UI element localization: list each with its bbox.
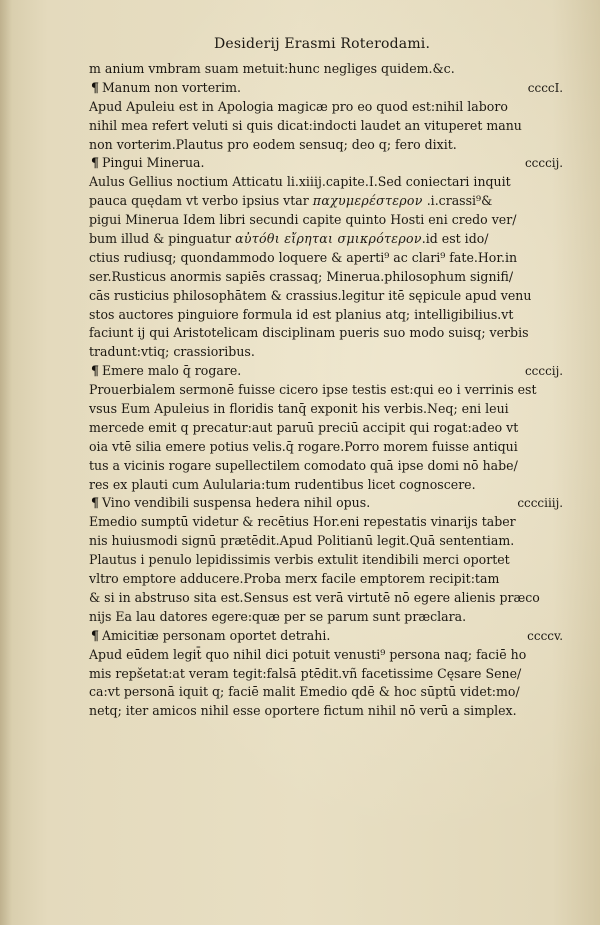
pilcrow-mark: ¶ bbox=[90, 363, 99, 379]
text-line: pauca quędam vt verbo ipsius vtar παχυμερέστερον .i.crassi⁹& bbox=[89, 193, 493, 209]
adage-number: ccccij. bbox=[524, 364, 564, 379]
text-line: res ex plauti cum Aulularia:tum rudentibus licet cognoscere. bbox=[89, 476, 476, 492]
text-line: mis repšetat:at veram tegit:falsā ptēdit.vñ facetissime Cęsare Sene/ bbox=[89, 665, 522, 681]
text-line: Apud Apuleiu est in Apologia magicæ pro eo quod est:nihil laboro bbox=[89, 98, 508, 114]
text-line: Prouerbialem sermonē fuisse cicero ipse testis est:qui eo i verrinis est bbox=[89, 382, 537, 398]
text-line: nis huiusmodi signū prætēdit.Apud Politianū legit.Quā sententiam. bbox=[89, 533, 515, 549]
text-line: bum illud & pinguatur αὐτόθι εἴρηται σμικρότερον.id est ido/ bbox=[89, 231, 489, 247]
greek-word: παχυμερέστερον bbox=[312, 193, 423, 209]
text-line: nijs Ea lau datores egere:quæ per se parum sunt præclara. bbox=[89, 608, 467, 624]
adage-title: ¶ Pingui Minerua. ccccij. bbox=[89, 154, 587, 173]
adage-title: ¶ Vino vendibili suspensa hedera nihil opus. cccciiij. bbox=[89, 494, 587, 513]
running-head: Desiderij Erasmi Roterodami. bbox=[214, 36, 431, 52]
text-line: Apud eūdem legit̄ quo nihil dici potuit venusti⁹ persona naq; faciē ho bbox=[89, 646, 527, 662]
text-line: & si in abstruso sita est.Sensus est verā virtutē nō egere alienis præco bbox=[89, 589, 540, 605]
adage-number: ccccv. bbox=[527, 628, 564, 643]
text-line: cās rusticius philosophātem & crassius.legitur itē sępicule apud venu bbox=[89, 287, 532, 303]
greek-phrase: αὐτόθι εἴρηται σμικρότερον bbox=[235, 231, 422, 247]
text-line: vltro emptore adducere.Proba merx facile emptorem recipit:tam bbox=[89, 571, 500, 587]
text-line: ca:vt personā iquit q; faciē malit Emedio qdē & hoc sūptū videt:mo/ bbox=[89, 684, 520, 700]
text-line: ctius rudiusq; quondammodo loquere & aperti⁹ ac clari⁹ fate.Hor.in bbox=[89, 249, 518, 265]
text-line: stos auctores pinguiore formula id est planius atq; intelligibilius.vt bbox=[89, 306, 514, 322]
pilcrow-mark: ¶ bbox=[90, 155, 99, 171]
text-line: Aulus Gellius noctium Atticatu li.xiiij.capite.I.Sed coniectari inquit bbox=[89, 174, 511, 190]
text-line: netq; iter amicos nihil esse oportere fictum nihil nō verū a simplex. bbox=[89, 703, 517, 719]
text-line: nihil mea refert veluti si quis dicat:indocti laudet an vituperet manu bbox=[89, 117, 522, 133]
text-line: faciunt ij qui Aristotelicam disciplinam pueris suo modo suisq; verbis bbox=[89, 325, 529, 341]
adage-title: ¶ Manum non vorterim. ccccI. bbox=[89, 79, 587, 98]
text-line: Plautus i penulo lepidissimis verbis extulit itendibili merci oportet bbox=[89, 552, 510, 568]
text-line: mercede emit q precatur:aut paruū preciū accipit qui rogat:adeo vt bbox=[89, 419, 519, 435]
text-line: oia vtē silia emere potius velis.q̄ rogare.Porro morem fuisse antiqui bbox=[89, 438, 518, 454]
text-line: Emedio sumptū videtur & recētius Hor.eni repestatis vinarijs taber bbox=[89, 514, 516, 530]
pilcrow-mark: ¶ bbox=[90, 495, 99, 511]
page-edge-shadow bbox=[0, 0, 12, 925]
text-line: m anium vmbram suam metuit:hunc negliges quidem.&c. bbox=[89, 61, 455, 76]
adage-number: ccccI. bbox=[527, 80, 564, 95]
text-line: vsus Eum Apuleius in floridis tanq̄ exponit his verbis.Neq; eni leui bbox=[89, 401, 509, 417]
adage-number: cccciiij. bbox=[517, 496, 564, 511]
adage-title: ¶ Amicitiæ personam oportet detrahi. ccccv. bbox=[89, 627, 587, 646]
text-line: pigui Minerua Idem libri secundi capite quinto Hosti eni credo ver/ bbox=[89, 212, 517, 228]
text-line: tus a vicinis rogare supellectilem comodato quā ipse domi nō habe/ bbox=[89, 457, 518, 473]
text-line: non vorterim.Plautus pro eodem sensuq; deo q; fero dixit. bbox=[89, 136, 457, 152]
text-line: tradunt:vtiq; crassioribus. bbox=[89, 344, 255, 360]
text-block bbox=[89, 60, 589, 721]
pilcrow-mark: ¶ bbox=[90, 627, 99, 643]
adage-number: ccccij. bbox=[524, 156, 564, 171]
text-line: ser.Rusticus anormis sapiēs crassaq; Minerua.philosophum signifi/ bbox=[89, 268, 514, 284]
pilcrow-mark: ¶ bbox=[90, 79, 99, 95]
adage-title: ¶ Emere malo q̄ rogare. ccccij. bbox=[89, 362, 587, 381]
